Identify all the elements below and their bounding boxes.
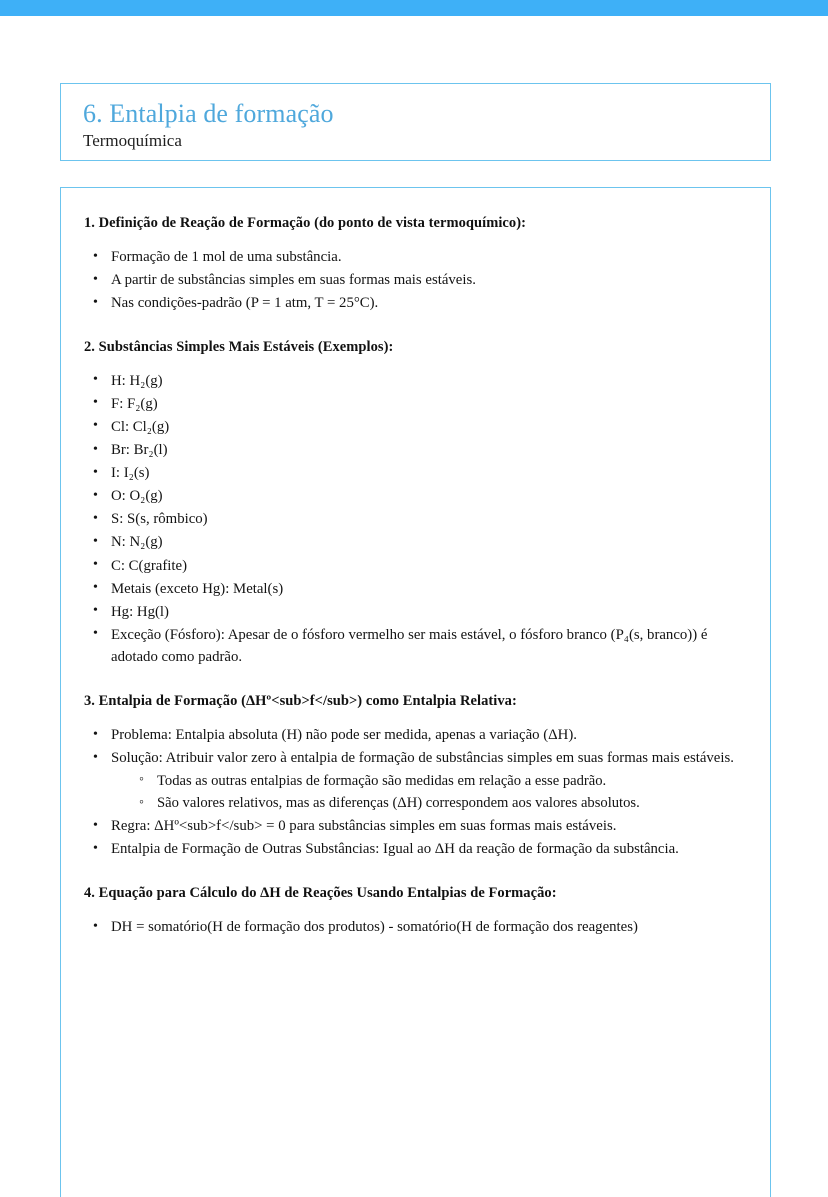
section-2-heading: 2. Substâncias Simples Mais Estáveis (Exemplos): bbox=[84, 338, 394, 355]
document-content-inner bbox=[61, 188, 770, 939]
list-item: • O: O₂(g) bbox=[84, 485, 742, 508]
list-item-text: Solução: Atribuir valor zero à entalpia de formação de substâncias simples em suas formas mais estáveis. bbox=[111, 750, 734, 767]
list-item: • Br: Br₂(l) bbox=[84, 439, 742, 462]
list-item: • DH = somatório(H de formação dos produtos) - somatório(H de formação dos reagentes) bbox=[84, 916, 742, 939]
page-title: 6. Entalpia de formação bbox=[83, 99, 334, 128]
section-1-heading: 1. Definição de Reação de Formação (do ponto de vista termoquímico): bbox=[84, 215, 526, 231]
list-item: • Problema: Entalpia absoluta (H) não pode ser medida, apenas a variação (ΔH). bbox=[84, 724, 742, 747]
list-item: • Exceção (Fósforo): Apesar de o fósforo vermelho ser mais estável, o fósforo branco (P₄(s, branco)) é adotado como padrão. bbox=[84, 624, 742, 669]
section-2 bbox=[84, 338, 742, 669]
section-4 bbox=[84, 884, 742, 939]
list-item: • Nas condições-padrão (P = 1 atm, T = 25°C). bbox=[84, 292, 742, 315]
section-1-bullet-list bbox=[84, 246, 742, 315]
section-3-heading: 3. Entalpia de Formação (ΔHº<sub>f</sub>) como Entalpia Relativa: bbox=[84, 693, 517, 709]
list-item: • Metais (exceto Hg): Metal(s) bbox=[84, 578, 742, 601]
section-4-heading: 4. Equação para Cálculo do ΔH de Reações Usando Entalpias de Formação: bbox=[84, 885, 557, 902]
sub-list-item: ◦ São valores relativos, mas as diferenças (ΔH) correspondem aos valores absolutos. bbox=[129, 792, 742, 815]
document-header-card bbox=[60, 83, 771, 161]
section-3-sub-bullet-list bbox=[129, 770, 742, 815]
list-item: • Formação de 1 mol de uma substância. bbox=[84, 246, 742, 269]
sub-list-item: ◦ Todas as outras entalpias de formação são medidas em relação a esse padrão. bbox=[129, 770, 742, 793]
page-subtitle: Termoquímica bbox=[83, 131, 182, 150]
list-item: • N: N₂(g) bbox=[84, 531, 742, 554]
list-item: • S: S(s, rômbico) bbox=[84, 508, 742, 531]
section-3 bbox=[84, 692, 742, 861]
section-3-bullet-list bbox=[84, 724, 742, 861]
list-item: • Regra: ΔHº<sub>f</sub> = 0 para substâncias simples em suas formas mais estáveis. bbox=[84, 815, 742, 838]
list-item bbox=[84, 747, 742, 815]
list-item: • C: C(grafite) bbox=[84, 555, 742, 578]
document-content-card bbox=[60, 187, 771, 1197]
list-item: • Entalpia de Formação de Outras Substâncias: Igual ao ΔH da reação de formação da substância. bbox=[84, 838, 742, 861]
section-1 bbox=[84, 214, 742, 315]
list-item: • I: I₂(s) bbox=[84, 462, 742, 485]
section-2-bullet-list bbox=[84, 370, 742, 669]
section-4-bullet-list bbox=[84, 916, 742, 939]
document-header-inner bbox=[61, 84, 770, 152]
list-item: • F: F₂(g) bbox=[84, 393, 742, 416]
section-3-nested-wrap bbox=[129, 770, 742, 815]
list-item: • A partir de substâncias simples em suas formas mais estáveis. bbox=[84, 269, 742, 292]
list-item: • H: H₂(g) bbox=[84, 370, 742, 393]
list-item: • Cl: Cl₂(g) bbox=[84, 416, 742, 439]
list-item: • Hg: Hg(l) bbox=[84, 601, 742, 624]
top-accent-bar bbox=[0, 0, 828, 16]
